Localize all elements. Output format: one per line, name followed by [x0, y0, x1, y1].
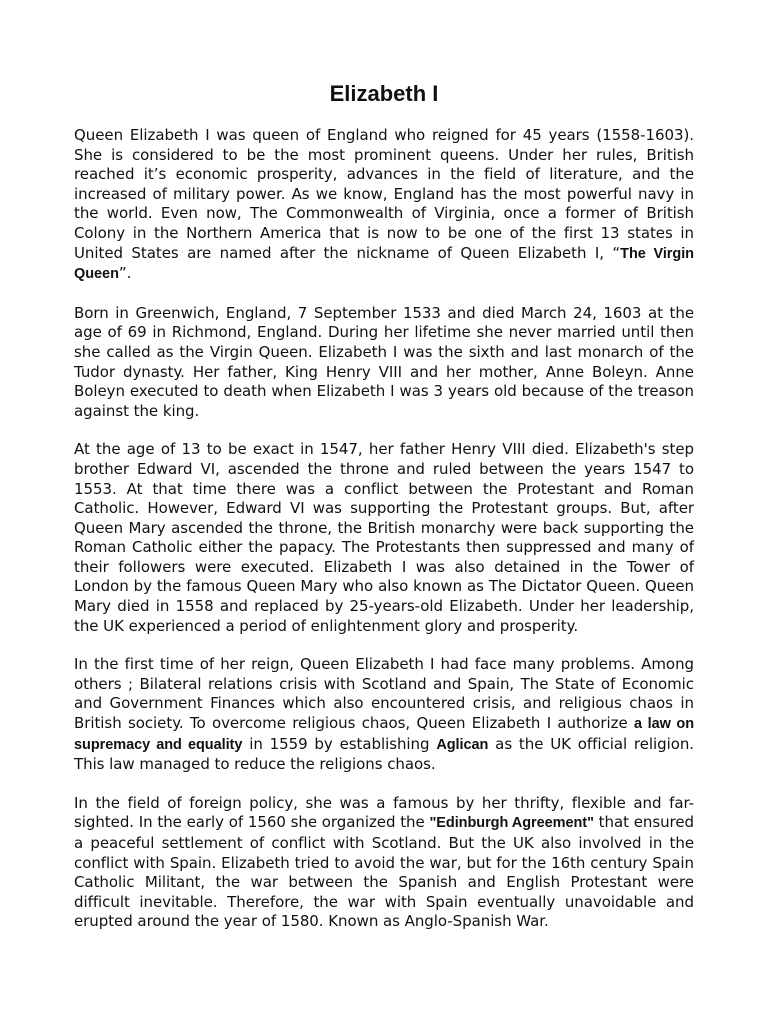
- aglican-emphasis: Aglican: [436, 736, 489, 753]
- paragraph-4: [74, 655, 694, 775]
- paragraph-1-text-c: ”.: [118, 264, 132, 283]
- document-page: [74, 80, 694, 951]
- paragraph-1-text-a: Queen Elizabeth I was queen of England who reigned for 45 years (1558-1603). She is considered to be the most prominent queens. Under her rules, British reached it’s economic prosperity, advances in the field of literature, and the increased of military power. As we know, England has the most powerful navy in the world. Even now, The Commonwealth of Virginia, once a former of British Colony in the Northern America that is now to be one of the first 13 states in United States are named after the nickname of Queen Elizabeth I, “: [74, 126, 694, 262]
- document-title: Elizabeth I: [329, 81, 439, 106]
- edinburgh-agreement-emphasis: "Edinburgh Agreement": [429, 815, 594, 832]
- paragraph-4-text-c: in 1559 by establishing: [242, 734, 437, 753]
- paragraph-4-text-a: In the first time of her reign, Queen Elizabeth I had face many problems. Among others ; Bilateral relations crisis with Scotland and Spain, The State of Economic and Government Finances which also encountered crisis, and religious chaos in British society. To overcome religious chaos, Queen Elizabeth I authorize: [74, 655, 694, 733]
- paragraph-2: Born in Greenwich, England, 7 September 1533 and died March 24, 1603 at the age of 69 in Richmond, England. During her lifetime she never married until then she called as the Virgin Queen. Elizabeth I was the sixth and last monarch of the Tudor dynasty. Her father, King Henry VIII and her mother, Anne Boleyn. Anne Boleyn executed to death when Elizabeth I was 3 years old because of the treason against the king.: [74, 303, 694, 420]
- paragraph-3: At the age of 13 to be exact in 1547, her father Henry VIII died. Elizabeth's step brother Edward VI, ascended the throne and ruled between the years 1547 to 1553. At that time there was a conflict between the Protestant and Roman Catholic. However, Edward VI was supporting the Protestant groups. But, after Queen Mary ascended the throne, the British monarchy were back supporting the Roman Catholic either the papacy. The Protestants then suppressed and many of their followers were executed. Elizabeth I was also detained in the Tower of London by the famous Queen Mary who also known as The Dictator Queen. Queen Mary died in 1558 and replaced by 25-years-old Elizabeth. Under her leadership, the UK experienced a period of enlightenment glory and prosperity.: [74, 440, 694, 635]
- virgin-queen-emphasis: The Virgin Queen: [74, 245, 694, 283]
- supremacy-law-emphasis: a law on supremacy and equality: [74, 716, 695, 753]
- paragraph-5: [74, 794, 694, 932]
- paragraph-4-text-e: as the UK official religion. This law managed to reduce the religions chaos.: [74, 734, 695, 774]
- paragraph-1: [74, 126, 694, 285]
- paragraph-5-text-c: that ensured a peaceful settlement of conflict with Scotland. But the UK also involved in the conflict with Spain. Elizabeth tried to avoid the war, but for the 16th century Spain Catholic Militant, the war between the Spanish and English Protestant were difficult inevitable. Therefore, the war with Spain eventually unavoidable and erupted around the year of 1580. Known as Anglo-Spanish War.: [74, 813, 694, 931]
- paragraph-5-text-a: In the field of foreign policy, she was a famous by her thrifty, flexible and far-sighted. In the early of 1560 she organized the: [74, 793, 694, 832]
